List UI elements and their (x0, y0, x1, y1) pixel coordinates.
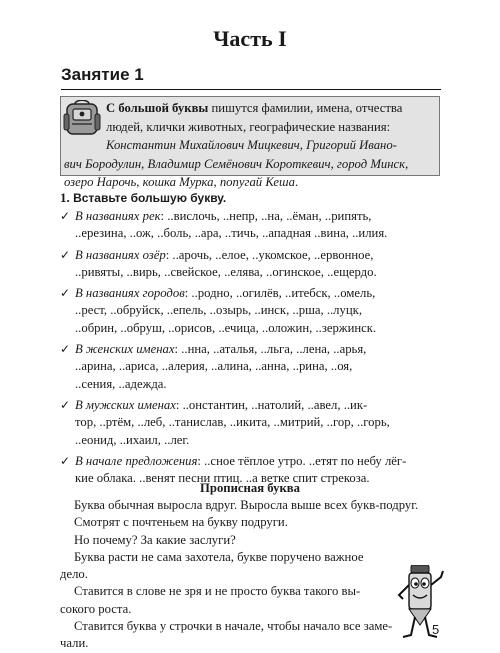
rule-text-segment: людей, клички животных, географические названия: (106, 119, 391, 134)
rule-text-segment: вич Бородулин, Владимир Семёнович Короткевич, город Минск, (64, 156, 409, 171)
exercise-line (60, 358, 444, 375)
page-number: 5 (432, 622, 440, 637)
exercise-words: кие облака. ..венят песни птиц. ..а ветке спит стрекоза. (75, 471, 370, 486)
poem (60, 497, 444, 653)
lesson-title: Занятие 1 (61, 65, 144, 84)
exercise-line (60, 264, 444, 281)
checkmark-icon: ✓ (60, 453, 71, 468)
checkmark-icon: ✓ (60, 397, 71, 412)
exercise-line (60, 376, 444, 393)
exercise-words: : ..родно, ..огилёв, ..итебск, ..омель, (184, 286, 376, 301)
exercise-item (60, 341, 444, 393)
poem-line: сокого роста. (60, 601, 132, 616)
rule-text-segment: озеро Нарочь, кошка Мурка, попугай Кеша (64, 175, 295, 190)
exercise-label: В мужских именах (75, 397, 176, 412)
exercise-label: В названиях рек (75, 209, 161, 223)
checkmark-icon: ✓ (60, 286, 71, 301)
exercise-label: В названиях озёр (75, 247, 166, 262)
rule-line (64, 155, 436, 174)
rule-line (64, 136, 436, 155)
exercise-words: : ..арочь, ..елое, ..укомское, ..ервонное, (165, 247, 374, 262)
exercise-line (60, 208, 444, 225)
exercise-words: : ..нна, ..аталья, ..льга, ..лена, ..арья, (174, 342, 367, 357)
exercise-line (60, 285, 444, 302)
rule-text-segment: . (294, 175, 299, 190)
exercise-words: тор, ..ртём, ..леб, ..танислав, ..икита, ..митрий, ..гор, ..горь, (75, 415, 390, 430)
checkmark-icon: ✓ (60, 209, 71, 223)
exercise-line (60, 247, 444, 264)
exercise-words: ..сения, ..адежда. (75, 376, 167, 391)
rule-line (64, 99, 436, 118)
exercise-item (60, 285, 444, 337)
exercise-words: : ..вислочь, ..непр, ..на, ..ёман, ..рипять, (160, 209, 372, 223)
lesson-title-underline (61, 89, 441, 90)
poem-line: чали. (60, 636, 89, 651)
exercise-label: В начале предложения (75, 453, 198, 468)
checkmark-icon: ✓ (60, 342, 71, 357)
rule-text-segment: С большой буквы (106, 101, 209, 115)
rule-text-segment: пишутся фамилии, имена, отчества (208, 101, 403, 115)
exercise-line (60, 302, 444, 319)
poem-line: Но почему? За какие заслуги? (74, 532, 236, 547)
exercise-label: В названиях городов (75, 286, 185, 301)
poem-line: Ставится буква у строчки в начале, чтобы начало все заме- (74, 619, 393, 634)
exercise-words: ..арина, ..ариса, ..алерия, ..алина, ..анна, ..рина, ..оя, (75, 359, 353, 374)
exercise-line (60, 225, 444, 242)
poem-line: Буква обычная выросла вдруг. Выросла выше всех букв-подруг. (74, 498, 419, 512)
exercise-words: ..ерезина, ..ож, ..боль, ..ара, ..тичь, ..ападная ..вина, ..илия. (75, 226, 388, 241)
exercise-line (60, 414, 444, 431)
exercise-words: ..обрин, ..обруш, ..орисов, ..ечица, ..оложин, ..зержинск. (75, 320, 377, 335)
task-number: 1. (60, 190, 70, 205)
exercise-line (60, 397, 444, 414)
exercise-line (60, 432, 444, 449)
rule-line (64, 118, 436, 137)
part-title: Часть I (213, 26, 287, 51)
exercise-words: ..еонид, ..ихаил, ..лег. (75, 432, 190, 447)
task-title (60, 190, 226, 206)
poem-line: Смотрят с почтеньем на букву подруги. (74, 515, 288, 530)
poem-line: Буква расти не сама захотела, букве поручено важное (74, 549, 364, 564)
poem-title: Прописная буква (200, 481, 300, 495)
checkmark-icon: ✓ (60, 247, 71, 262)
exercise-label: В женских именах (75, 342, 175, 357)
exercise-line (60, 320, 444, 337)
exercise-line (60, 453, 444, 470)
exercise-item (60, 397, 444, 449)
task-instruction: Вставьте большую букву. (73, 191, 227, 205)
exercise-words: ..ривяты, ..вирь, ..свейское, ..елява, ..огинское, ..ещердо. (75, 264, 377, 279)
exercise-words: : ..сное тёплое утро. ..етят по небу лёг- (197, 453, 407, 468)
rule-text-segment: Константин Михайлович Мицкевич, Григорий Ивано- (106, 138, 397, 153)
exercise-items (60, 208, 444, 491)
poem-line: дело. (60, 567, 88, 582)
exercise-item (60, 247, 444, 282)
exercise-words: ..рест, ..обруйск, ..епель, ..озырь, ..инск, ..рша, ..луцк, (75, 303, 362, 318)
exercise-item (60, 208, 444, 243)
exercise-line (60, 341, 444, 358)
rule-text (64, 99, 436, 192)
poem-line: Ставится в слове не зря и не просто буква такого вы- (74, 584, 361, 599)
exercise-words: : ..онстантин, ..натолий, ..авел, ..ик- (175, 397, 368, 412)
